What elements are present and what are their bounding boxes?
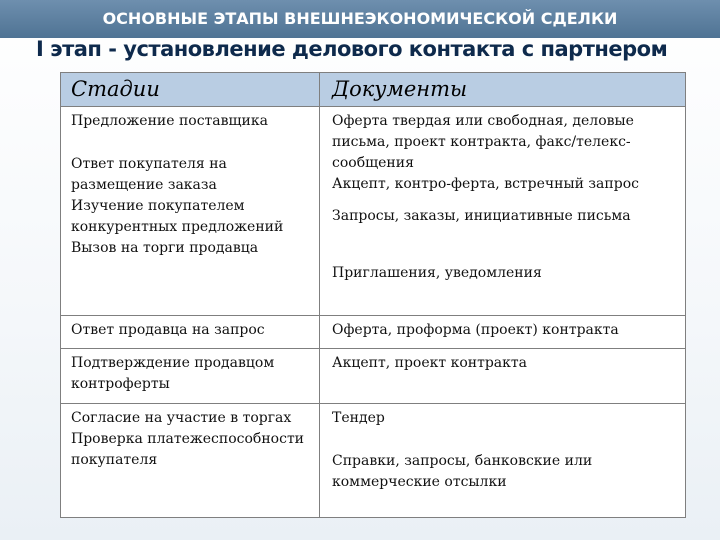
table-row (61, 107, 686, 316)
document-cell: Акцепт, проект контракта (320, 349, 686, 404)
stage-heading: I этап - установление делового контакта с партнером (36, 37, 668, 61)
document-cell (320, 107, 686, 316)
stage-cell: Ответ продавца на запрос (61, 316, 320, 349)
column-header-stages: Стадии (61, 73, 320, 107)
title-bar (0, 0, 720, 38)
stage-text: Согласие на участие в торгах (71, 410, 292, 426)
document-text: Акцепт, контро-ферта, встречный запрос (332, 176, 639, 192)
stages-documents-table (60, 72, 686, 518)
document-cell: Оферта, проформа (проект) контракта (320, 316, 686, 349)
document-text: Приглашения, уведомления (332, 265, 542, 281)
table-header-row (61, 73, 686, 107)
stage-text: Проверка платежеспособности покупателя (71, 431, 305, 468)
stage-cell: Подтверждение продавцом контроферты (61, 349, 320, 404)
page-title: ОСНОВНЫЕ ЭТАПЫ ВНЕШНЕЭКОНОМИЧЕСКОЙ СДЕЛКИ (102, 9, 618, 28)
document-text: Запросы, заказы, инициативные письма (332, 208, 631, 224)
stage-text: Ответ покупателя на размещение заказа (71, 156, 227, 193)
table-row (61, 404, 686, 518)
document-cell (320, 404, 686, 518)
stage-text: Предложение поставщика (71, 113, 268, 129)
table-row (61, 316, 686, 349)
document-text: Тендер (332, 410, 385, 426)
stage-text: Изучение покупателем конкурентных предложений (71, 198, 284, 235)
stage-text: Вызов на торги продавца (71, 240, 259, 256)
table-row (61, 349, 686, 404)
column-header-documents: Документы (320, 73, 686, 107)
document-text: Справки, запросы, банковские или коммерческие отсылки (332, 453, 593, 490)
stage-cell (61, 404, 320, 518)
stage-cell (61, 107, 320, 316)
document-text: Оферта твердая или свободная, деловые письма, проект контракта, факс/телекс-сообщения (332, 113, 634, 171)
